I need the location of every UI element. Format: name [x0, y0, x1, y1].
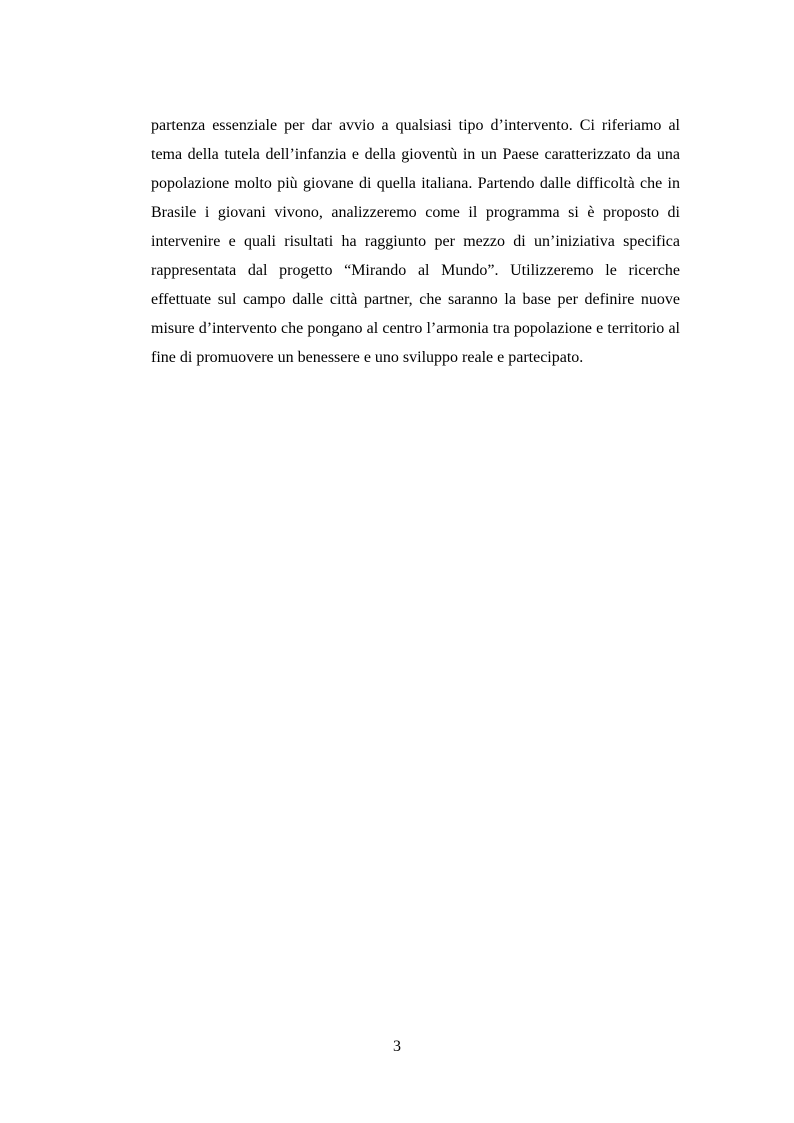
body-paragraph [151, 111, 680, 372]
paragraph-line-9: fine di promuovere un benessere e uno sviluppo reale e partecipato. [151, 349, 584, 366]
paragraph-line-3: popolazione molto più giovane di quella italiana. Partendo dalle difficoltà che in [151, 175, 680, 192]
paragraph-line-2: tema della tutela dell’infanzia e della gioventù in un Paese caratterizzato da una [151, 146, 680, 163]
paragraph-line-8: misure d’intervento che pongano al centro l’armonia tra popolazione e territorio al [151, 320, 680, 337]
paragraph-line-5: intervenire e quali risultati ha raggiunto per mezzo di un’iniziativa specifica [151, 233, 680, 250]
paragraph-line-4: Brasile i giovani vivono, analizzeremo come il programma si è proposto di [151, 204, 680, 221]
page-number: 3 [393, 1038, 401, 1055]
paragraph-line-1: partenza essenziale per dar avvio a qualsiasi tipo d’intervento. Ci riferiamo al [151, 117, 680, 134]
paragraph-line-7: effettuate sul campo dalle città partner, che saranno la base per definire nuove [151, 291, 680, 308]
paragraph-line-6: rappresentata dal progetto “Mirando al Mundo”. Utilizzeremo le ricerche [151, 262, 680, 279]
